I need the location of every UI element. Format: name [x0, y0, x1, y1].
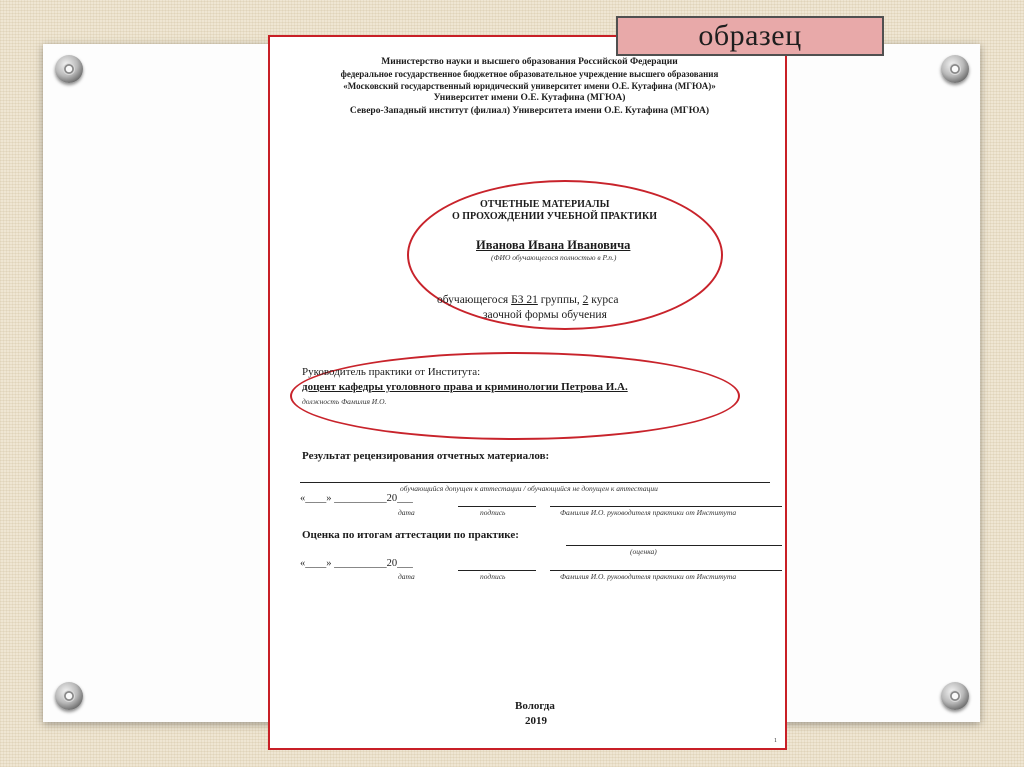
review-name-line — [550, 506, 782, 507]
grade-line — [566, 545, 782, 546]
review-sign-line — [458, 506, 536, 507]
ministry-line: Министерство науки и высшего образования Российской Федерации — [381, 57, 678, 67]
grade-sign-line — [458, 570, 536, 571]
pushpin-icon — [55, 55, 83, 83]
document-page — [268, 35, 787, 750]
university-full-name: «Московский государственный юридический университет имени О.Е. Кутафина (МГЮА)» — [343, 81, 716, 91]
grade-sign-hint: подпись — [480, 572, 506, 581]
university-short-name: Университет имени О.Е. Кутафина (МГЮА) — [433, 93, 626, 103]
review-date-hint: дата — [398, 508, 415, 517]
grade-date-hint: дата — [398, 572, 415, 581]
grade-name-line — [550, 570, 782, 571]
sample-stamp: образец — [616, 16, 884, 56]
course-value: 2 — [582, 294, 589, 306]
review-name-hint: Фамилия И.О. руководителя практики от Института — [560, 508, 737, 517]
review-heading: Результат рецензирования отчетных материалов: — [302, 450, 550, 462]
student-name-hint: (ФИО обучающегося полностью в Р.п.) — [491, 253, 617, 262]
review-result-line — [300, 482, 770, 483]
footer-city: Вологда — [515, 700, 555, 712]
supervisor-label: Руководитель практики от Института: — [302, 366, 481, 378]
student-name: Иванова Ивана Ивановича — [476, 238, 631, 252]
grade-heading: Оценка по итогам аттестации по практике: — [302, 529, 519, 541]
review-sign-hint: подпись — [480, 508, 506, 517]
group-mid: группы, — [540, 294, 580, 306]
group-value: БЗ 21 — [511, 294, 538, 306]
pushpin-icon — [941, 55, 969, 83]
course-suffix: курса — [591, 294, 619, 306]
institution-type-line: федеральное государственное бюджетное образовательное учреждение высшего образования — [340, 69, 719, 79]
review-date-field: «____» __________20___ — [300, 493, 413, 504]
supervisor-value: доцент кафедры уголовного права и криминологии Петрова И.А. — [302, 381, 628, 393]
institute-name: Северо-Западный институт (филиал) Университета имени О.Е. Кутафина (МГЮА) — [349, 106, 710, 116]
grade-name-hint: Фамилия И.О. руководителя практики от Института — [560, 572, 737, 581]
study-form: заочной формы обучения — [483, 309, 607, 321]
doc-title-line1: ОТЧЕТНЫЕ МАТЕРИАЛЫ — [480, 199, 610, 210]
grade-date-field: «____» __________20___ — [300, 558, 413, 569]
group-prefix: обучающегося — [437, 294, 509, 306]
grade-hint: (оценка) — [630, 547, 657, 556]
pushpin-icon — [55, 682, 83, 710]
footer-year: 2019 — [525, 715, 547, 727]
doc-title-line2: О ПРОХОЖДЕНИИ УЧЕБНОЙ ПРАКТИКИ — [452, 211, 657, 222]
pushpin-icon — [941, 682, 969, 710]
supervisor-hint: должность Фамилия И.О. — [302, 397, 387, 406]
student-group-line — [437, 294, 618, 306]
review-admit-hint: обучающийся допущен к аттестации / обучающийся не допущен к аттестации — [400, 484, 658, 493]
page-number: 1 — [774, 738, 777, 744]
